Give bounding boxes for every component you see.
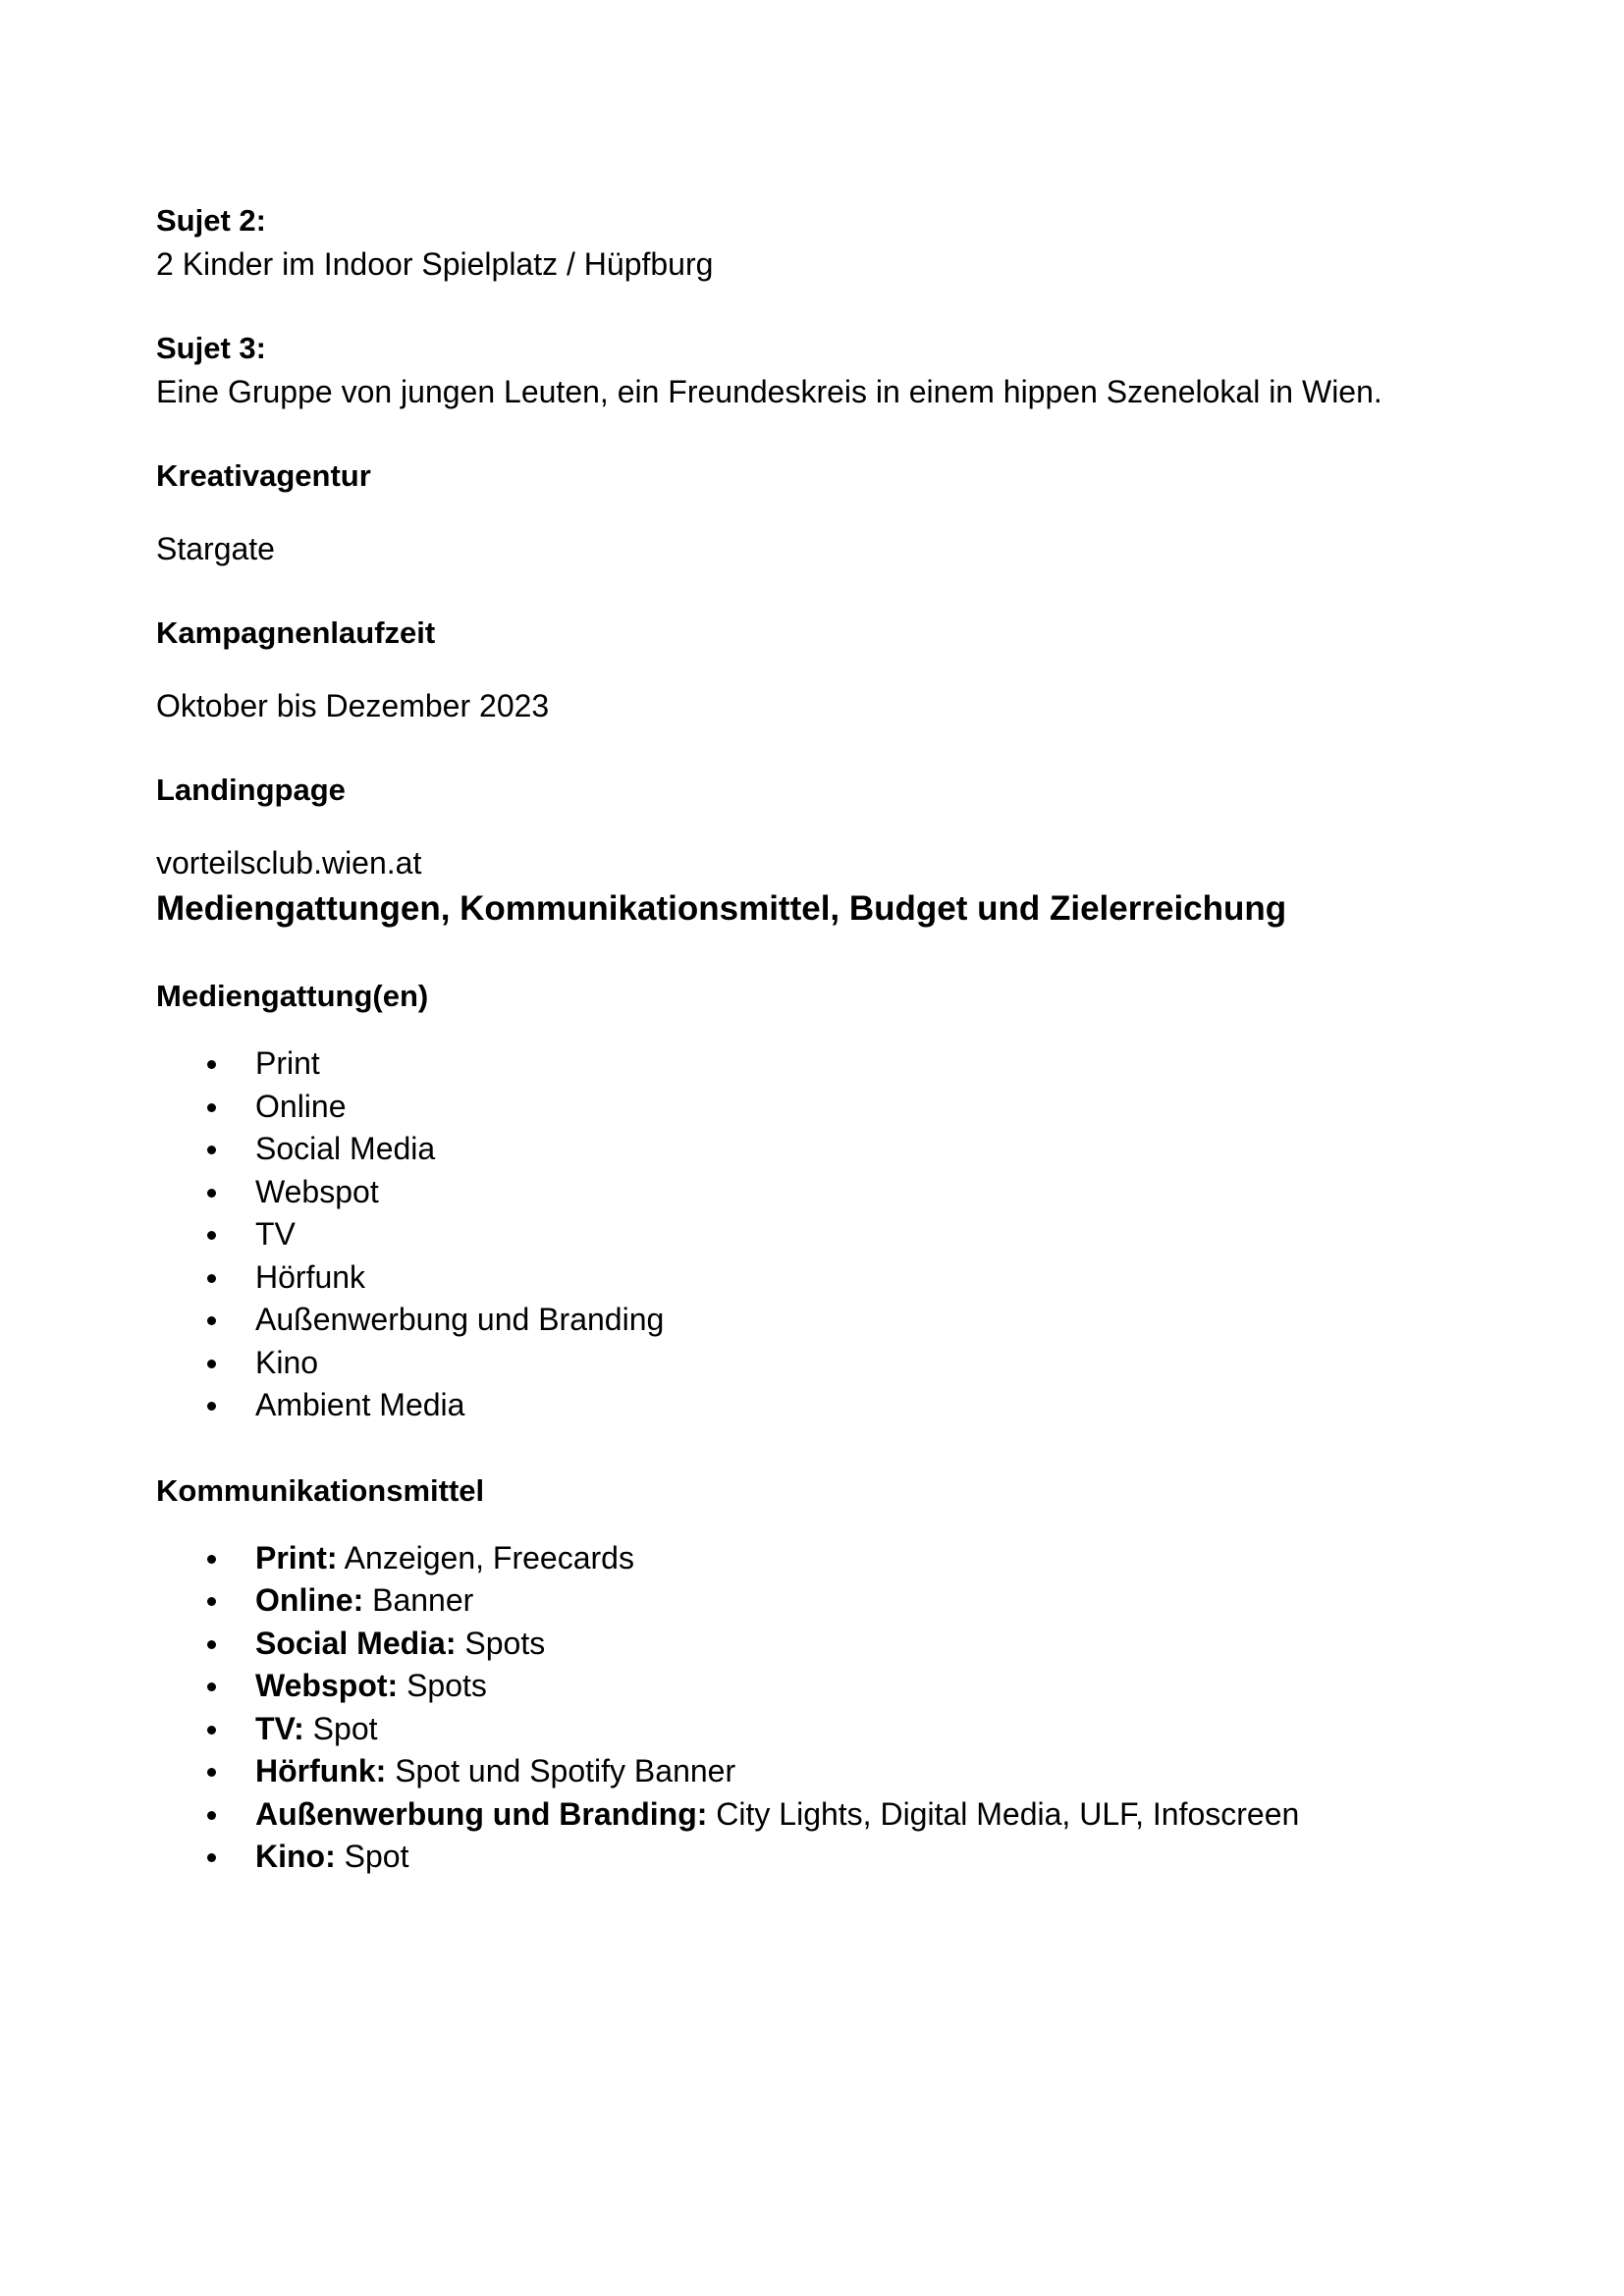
list-item: Print	[156, 1042, 1472, 1086]
list-item: Social Media: Spots	[156, 1623, 1472, 1666]
kreativagentur-block	[156, 454, 1472, 570]
list-item: Außenwerbung und Branding: City Lights, Digital Media, ULF, Infoscreen	[156, 1793, 1472, 1837]
list-item: Kino: Spot	[156, 1836, 1472, 1879]
kommunikationsmittel-block	[156, 1469, 1472, 1879]
list-item: Social Media	[156, 1128, 1472, 1171]
document-content	[156, 199, 1472, 1879]
bullet-icon	[207, 1189, 216, 1198]
sujet-2-label: Sujet 2:	[156, 203, 266, 238]
sujet-3-label: Sujet 3:	[156, 331, 266, 365]
bullet-icon	[207, 1316, 216, 1325]
bullet-icon	[207, 1768, 216, 1777]
mediengattungen-block	[156, 975, 1472, 1427]
bullet-icon	[207, 1555, 216, 1564]
mediengattungen-list	[156, 1042, 1472, 1427]
bullet-icon	[207, 1597, 216, 1606]
list-item: Online: Banner	[156, 1579, 1472, 1623]
kampagnenlaufzeit-block	[156, 612, 1472, 727]
list-item: TV: Spot	[156, 1708, 1472, 1751]
section-heading: Mediengattungen, Kommunikationsmittel, Budget und Zielerreichung	[156, 889, 1287, 928]
kampagnenlaufzeit-value: Oktober bis Dezember 2023	[156, 688, 550, 723]
sujet-2-text: 2 Kinder im Indoor Spielplatz / Hüpfburg	[156, 246, 714, 282]
mediengattungen-label: Mediengattung(en)	[156, 979, 429, 1013]
kreativagentur-label: Kreativagentur	[156, 458, 371, 493]
list-item: Kino	[156, 1342, 1472, 1385]
kommunikationsmittel-label: Kommunikationsmittel	[156, 1472, 485, 1508]
bullet-icon	[207, 1360, 216, 1368]
list-item: Ambient Media	[156, 1384, 1472, 1427]
bullet-icon	[207, 1274, 216, 1283]
sujet-2-block	[156, 199, 1472, 286]
bullet-icon	[207, 1853, 216, 1862]
bullet-icon	[207, 1811, 216, 1820]
sujet-3-text: Eine Gruppe von jungen Leuten, ein Freundeskreis in einem hippen Szenelokal in Wien.	[156, 374, 1382, 409]
list-item: Print: Anzeigen, Freecards	[156, 1537, 1472, 1580]
list-item: Online	[156, 1086, 1472, 1129]
landingpage-block	[156, 769, 1472, 884]
kampagnenlaufzeit-label: Kampagnenlaufzeit	[156, 615, 436, 650]
bullet-icon	[207, 1231, 216, 1240]
list-item: TV	[156, 1213, 1472, 1256]
bullet-icon	[207, 1103, 216, 1112]
bullet-icon	[207, 1402, 216, 1411]
bullet-icon	[207, 1682, 216, 1691]
landingpage-value: vorteilsclub.wien.at	[156, 845, 422, 881]
sujet-3-block	[156, 327, 1472, 413]
bullet-icon	[207, 1060, 216, 1069]
list-item: Webspot: Spots	[156, 1665, 1472, 1708]
list-item: Webspot	[156, 1171, 1472, 1214]
list-item: Außenwerbung und Branding	[156, 1299, 1472, 1342]
list-item: Hörfunk: Spot und Spotify Banner	[156, 1750, 1472, 1793]
list-item: Hörfunk	[156, 1256, 1472, 1300]
landingpage-label: Landingpage	[156, 773, 346, 807]
kommunikationsmittel-list	[156, 1537, 1472, 1879]
bullet-icon	[207, 1146, 216, 1154]
kreativagentur-value: Stargate	[156, 531, 275, 566]
bullet-icon	[207, 1640, 216, 1649]
bullet-icon	[207, 1726, 216, 1735]
